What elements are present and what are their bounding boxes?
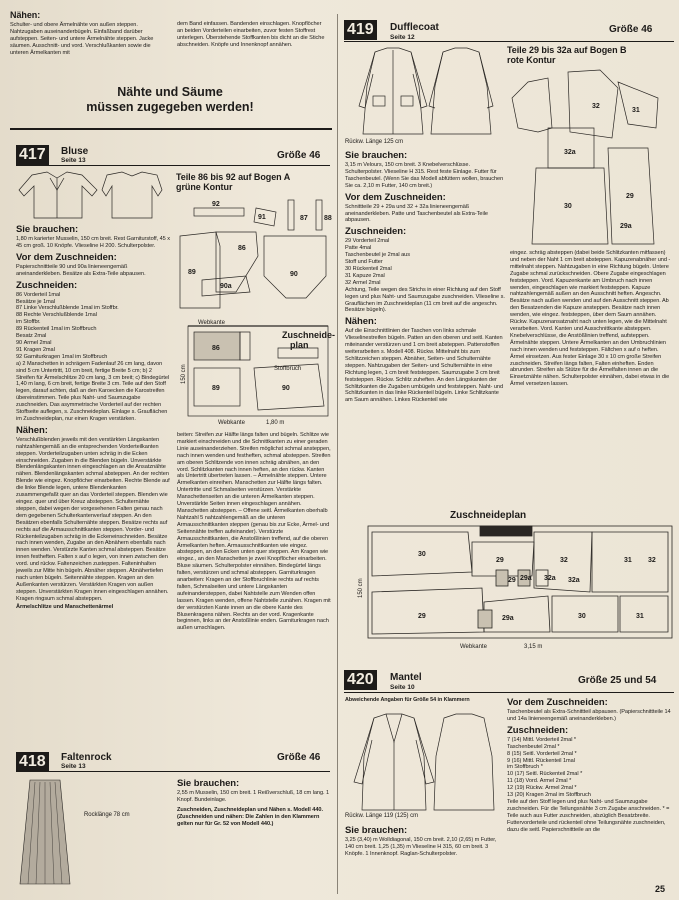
list-item: 91 Kragen 2mal xyxy=(16,346,55,353)
model-418-size: Größe 46 xyxy=(277,752,321,763)
model-417-sew-heading: Nähen: xyxy=(16,424,48,436)
model-418-cut: Zuschneiden, Zuschneideplan und Nähen s. Modell 440. (Zuschneiden und nähen: Die Zahlen in den Klammern gelten nur für Gr. 52 von Modell 440.) xyxy=(177,806,323,827)
model-417-cut-list xyxy=(16,292,170,361)
list-item: Besätze je 1mal xyxy=(16,298,56,305)
model-419-sew-heading: Nähen: xyxy=(345,316,377,328)
plan-piece-29a-a: 29a xyxy=(520,575,532,582)
list-item: Taschenbeutel je 2mal aus xyxy=(345,252,410,259)
banner-line1: Nähte und Säume xyxy=(117,85,223,99)
model-419-back-length: Rückw. Länge 125 cm xyxy=(345,139,404,145)
pattern-piece-31: 31 xyxy=(632,107,640,114)
plan-fold: Stoffbruch xyxy=(274,366,302,372)
list-item: 8 (15) Seitl. Vorderteil 2mal * xyxy=(507,750,577,757)
plan-length-419: 3,15 m xyxy=(524,644,543,650)
model-420-back-length: Rückw. Länge 119 (125) cm xyxy=(345,813,419,819)
list-item: 87 Linke Verschlußblende 1mal im Stoffbr. xyxy=(16,305,119,312)
plan-piece-30-b: 30 xyxy=(578,613,586,620)
model-417-needs: 1,80 m karierter Musselin, 150 cm breit. Rest Garniturstoff, 45 x 45 cm groß. 10 Knöpfe. Vlieseline H 200. Schulterpolster. xyxy=(16,236,170,249)
model-419-needs: 3,15 m Velours, 150 cm breit. 3 Knebelverschlüsse. Schulterpolster. Vlieseline H 315. Rest feste Einlage. Futter für Taschenbeutel. (Wenn Sie das Modell abfüttern wollen, brauchen Sie ca. 2,10 m Futter, 140 cm breit.) xyxy=(345,162,504,189)
model-417-before-heading: Vor dem Zuschneiden: xyxy=(16,251,117,263)
banner-line2: müssen zugegeben werden! xyxy=(86,100,254,114)
plan-title-1: Zuschneide- xyxy=(282,330,336,340)
piece-87: 87 xyxy=(300,215,308,222)
model-420-cut-list xyxy=(507,737,675,799)
plan-piece-89: 89 xyxy=(212,385,220,392)
model-419-sew-text: Auf die Einschnittlinien der Taschen von links schmale Vlieselinestreifen bügeln. Patten an den oberen und seitl. Kanten miteinander verstürzen und 1 cm breit absteppen. Pattenstoffen weiterarbeiten s. Modell 408. Rückw. Mittelnaht bis zum Schlitzzeichen steppen. Abnäher, Seiten- und Schulternähte steppen. Nahtzugaben der Seiten- und Schulternähte in eine Richtung legen, 1 cm breit feststeppen. Saumzugabe 3 cm breit feststeppen. Rückw. Schlitz zuheften. An den Längskanten der Schlitzkanten die Zugaben umbügeln und feststeppen. Naht- und Schlitzkanten in das linke Rückenteil bügeln. Linke Schlitzkante am Saum annähen. Linkes Rückenteil wie xyxy=(345,328,504,404)
list-item: Besatz 2mal xyxy=(16,333,47,340)
model-419-before: Schnittteile 29 + 29a und 32 + 32a linieneengemäß aneinanderkleben. Patte und Taschenbeutel als Extra-Teile abpausen. xyxy=(345,203,488,224)
model-419-col2-text: eingez. schräg absteppen (dabei beide Schlitzkanten mitfassen) und neben der Naht 1 cm breit absteppen. Kapuzenabnäher und -mittelnaht steppen. Nahtzugaben in eine Richtung bügeln. Untere Zugabe schmal zurückschneiden. Obere Zugabe eingeschlagen feststeppen. Vord. Kapuzenkante am Umbruch nach innen wenden, eingeschlagen wie markiert feststeppen. Kapuze nahtzahlengemäß außen an den Ausschnitt heften. Angeschn. Besätze nach außen wenden und auf den Ausschnitt steppen. Ab den Besatzenden die Kapuze ansteppen. Besätze nach innen wenden, wie eingez. feststeppen, über dem Saum annähen. Rückw. Kapuzenansatznaht nach unten legen, wie die Mittelnaht verarbeiten. Vord. Kanten und Ausschnittkante absteppen. Knebelverschlüsse, die Anstößlinien treffend, aufsteppen. Ärmelnähte steppen. Untere Ärmelkanten an den Umbruchlinien nach innen wenden und feststeppen. Fältchen x auf o heften. Ärmel einsetzen. Aus fester Einlage 30 x 10 cm große Streifen zuschneiden. Streifen längs falten, Falten einheften. Enden abrunden. Streifen als Stütze für die Ärmelfalten innen an die Einsetznähte nähen. Schulterpolster einnähen, dabei etwas in die Ärmel versetzen lassen. xyxy=(510,250,671,388)
list-item: 88 Rechte Verschlußblende 1mal xyxy=(16,312,97,319)
model-419-before-heading: Vor dem Zuschneiden: xyxy=(345,191,446,203)
model-420-page: Seite 10 xyxy=(390,684,415,691)
model-417-number: 417 xyxy=(16,145,49,165)
blouse-pattern-pieces xyxy=(176,196,331,318)
model-419-plan-title: Zuschneideplan xyxy=(450,510,527,521)
model-418-page: Seite 13 xyxy=(61,763,86,770)
model-417-parts xyxy=(176,172,336,192)
model-420-cut-heading: Zuschneiden: xyxy=(507,724,569,736)
pattern-piece-32: 32 xyxy=(592,103,600,110)
page-number: 25 xyxy=(655,884,665,894)
list-item: 13 (20) Kragen 2mal im Stoffbruch xyxy=(507,792,591,799)
model-417-cut-text: a) 2 Manschetten in schrägem Fadenlauf 26 cm lang, davon sind 5 cm Untertritt, 10 cm breit, fertige Breite 5 cm; b) 2 Streifen für Ärmelschlitze 20 cm lang, 3 cm breit; c) Bindegürtel 1,40 m lang, 6 cm breit, fertige Breite 3 cm. Teile auf den Stoff legen, darauf achten, daß an den Karoecken die Karostreifen übereinstimmen. Teile plus Naht- und Saumzugabe zuschneiden. Das asymmetrische Vorderteil auf der rechten Stoffseite auflegen, s. Zuschneideplan. Einlage s. Grauflächen im Zuschneideplan, nur einen Kragen verstärken. xyxy=(16,360,170,422)
list-item: 90 Ärmel 2mal xyxy=(16,339,52,346)
model-417-size: Größe 46 xyxy=(277,150,321,161)
model-419-cut-heading: Zuschneiden: xyxy=(345,226,407,238)
model-417-cut-heading: Zuschneiden: xyxy=(16,279,78,291)
model-419-parts-line1: Teile 29 bis 32a auf Bogen B xyxy=(507,45,627,55)
pattern-piece-32a: 32a xyxy=(564,149,576,156)
plan-selvage-top: Webkante xyxy=(198,320,225,326)
blouse-sketch xyxy=(12,170,162,222)
model-419-cut-list xyxy=(345,238,505,286)
model-420-needs: 3,25 (3,40) m Wolldiagonal, 150 cm breit. 2,10 (2,65) m Futter, 140 cm breit. 1,25 (1,35) m Vlieseline H 315, 60 cm breit. 3 Knöpfe. 1 Innenknopf. Raglan-Schulterpolster. xyxy=(345,837,497,857)
model-418-number: 418 xyxy=(16,752,49,772)
plan-title-2: plan xyxy=(290,340,309,350)
banner-rule xyxy=(10,128,332,130)
model-417-needs-heading: Sie brauchen: xyxy=(16,224,79,235)
model-417-parts-line2: grüne Kontur xyxy=(176,182,233,192)
plan-piece-29-b: 29 xyxy=(418,613,426,620)
prev-naehen-text: Schulter- und obere Ärmelnähte von außen steppen. Nahtzugaben auseinanderbügeln. Einfaßband darüber aufsteppen. Seiten- und untere Ärmelnähte steppen. Jacke säumen. Ausschnitt- und vord. Verschlußkanten sowie die unteren Ärmelkanten mit xyxy=(10,22,154,56)
model-420-before-heading: Vor dem Zuschneiden: xyxy=(507,697,608,708)
model-418-text xyxy=(177,778,332,829)
list-item: Taschenbeutel 2mal * xyxy=(507,743,560,750)
plan-width: 150 cm xyxy=(181,364,187,384)
plan-piece-29a-b: 29a xyxy=(502,615,514,622)
piece-90a: 90a xyxy=(220,283,232,290)
plan-piece-30: 30 xyxy=(418,551,426,558)
plan-piece-31: 31 xyxy=(624,557,632,564)
list-item: 30 Rückenteil 2mal xyxy=(345,265,392,272)
plan-piece-29-a: 29 xyxy=(496,557,504,564)
model-417-col2 xyxy=(177,432,331,633)
model-417-before: Papierschnittteile 90 und 90a linieneengemäß aneinanderkleben. Besätze als Extra-Teile abpausen. xyxy=(16,263,146,277)
plan-length: 1,80 m xyxy=(266,420,285,426)
plan-piece-32: 32 xyxy=(560,557,568,564)
model-419-parts xyxy=(507,45,677,65)
model-420-rule xyxy=(344,692,674,693)
model-418-title: Faltenrock xyxy=(61,752,112,763)
model-420-title: Mantel xyxy=(390,672,422,683)
list-item: Stoff und Futter xyxy=(345,259,383,266)
plan-selvage-bottom: Webkante xyxy=(218,420,245,426)
model-420-size: Größe 25 und 54 xyxy=(578,675,657,686)
model-420-col1 xyxy=(345,823,500,859)
pattern-piece-29: 29 xyxy=(626,193,634,200)
model-420-cut-text: Teile auf den Stoff legen und plus Naht- und Saumzugabe zuschneiden. Für die Teilungsnähte 3 cm Zugabe anschneiden. * = Teile auch aus Futter zuschneiden, abzüglich Besatzbreite. Futtervorderteile und rückenteil ohne Teilungsnähte zuschneiden, dazu die seitl. Papierschnittteile an die xyxy=(507,798,670,833)
list-item: 9 (16) Mittl. Rückenteil 1mal xyxy=(507,757,575,764)
dufflecoat-cutting-plan xyxy=(348,522,674,654)
model-420-number: 420 xyxy=(344,670,377,690)
model-419-parts-line2: rote Kontur xyxy=(507,55,556,65)
list-item: Patte 4mal xyxy=(345,245,372,252)
plan-piece-86: 86 xyxy=(212,345,220,352)
model-417-col2-text: beiten: Streifen zur Hälfte längs falten und bügeln. Schlitze wie markiert einschneiden und die Schnittkanten zu einer geraden Linie auseinanderziehen. Streifen möglichst schmal ansteppen, nach innen wenden und festheften, schmal absteppen. Streifen am oberen Schlitzende von innen schräg abnähen, an den vord. Schlitzkanten nach innen heften, an den rückw. Kanten als Untertritt übertreten lassen. – Ärmelnähte steppen. Untere Ärmelkanten einreihen. Manschetten zur Hälfte längs falten. Untertritte und Schmalseiten verstürzen. Verstärkte Manschettenseiten an die unteren Ärmelkanten steppen. Unverstärkte Seiten innen eingeschlagen annähen. Manschetten absteppen. – Offene seitl. Ärmelkanten oberhalb Nahtzahl 5 nahtzahlengemäß an die unteren Armausschnittkanten steppen (genau bis zur Ecke, Ärmel- und Seitennähte treffen aufeinander). Verstürzte Armausschnittkanten, die Anstoßlinien treffend, auf die oberen Ärmelkanten heften. Armausschnittkanten wie eingez. absteppen, an den Ecken unten quer steppen. Am Kragen wie eingez., an den Manschetten je zwei Knopflöcher einarbeiten. Bluse säumen. Schulterpolster einnähen. Bindegürtel längs falten, verstürzen und schmal absteppen. Garniturkragen anarbeiten: Kragen an der Stoffbruchlinie rechts auf rechts falten, Schmalseiten und untere Längskanten aufeinandersteppen, dabei Nahtstelle zum Wenden offen lassen. Kragen wenden, offene Nahtstelle zunähen. Kragen mit der verstürzten Kante innen an die obere Kante des Blusenkragens nähen. Rechts an der vord. Kragenkante beginnen, links an der Anstoßlinie enden. Garniturkragen nach außen umschlagen. xyxy=(177,432,331,632)
piece-86: 86 xyxy=(238,245,246,252)
model-419-needs-heading: Sie brauchen: xyxy=(345,150,408,161)
seam-notice-banner xyxy=(10,85,330,115)
model-419-size: Größe 46 xyxy=(609,24,653,35)
piece-89: 89 xyxy=(188,269,196,276)
model-417-rule xyxy=(16,165,330,166)
coat-sketch xyxy=(346,712,496,814)
model-420-col2 xyxy=(507,697,675,835)
prev-model-sewing xyxy=(10,10,165,58)
model-419-rule xyxy=(344,41,674,42)
plan-piece-29-c: 29 xyxy=(508,577,516,584)
model-419-number: 419 xyxy=(344,20,377,40)
model-420-needs-heading: Sie brauchen: xyxy=(345,825,408,836)
plan-piece-32a: 32a xyxy=(568,577,580,584)
plan-piece-90: 90 xyxy=(282,385,290,392)
skirt-sketch xyxy=(18,778,78,888)
piece-91: 91 xyxy=(258,214,266,221)
list-item: 92 Garniturkragen 1mal im Stoffbruch xyxy=(16,353,108,360)
pattern-piece-29a: 29a xyxy=(620,223,632,230)
model-417-sew-end: Ärmelschlitze und Manschettenärmel xyxy=(16,603,114,610)
list-item: 7 (14) Mittl. Vorderteil 2mal * xyxy=(507,736,577,743)
model-419-page: Seite 12 xyxy=(390,34,415,41)
list-item: 29 Vorderteil 2mal xyxy=(345,238,390,245)
piece-92: 92 xyxy=(212,201,220,208)
plan-selvage: Webkante xyxy=(460,644,487,650)
model-417-page: Seite 13 xyxy=(61,157,86,164)
piece-88: 88 xyxy=(324,215,332,222)
list-item: 31 Kapuze 2mal xyxy=(345,272,385,279)
list-item: 32 Ärmel 2mal xyxy=(345,279,381,286)
list-item: 89 Rückenteil 1mal im Stoffbruch xyxy=(16,326,97,333)
model-419-col1 xyxy=(345,148,505,405)
model-417-sew-text: Verschlußblenden jeweils mit den verstärkten Längskanten nahtzahlengemäß an die entsprechenden Vorderteilkanten steppen. Vorderteilzugaben unten schräg in die Ecken einschneiden. Zugaben in die Blenden bügeln. Unverstärkte Blendenlängskanten innen eingeschlagen an die Ansatznähte nähen. Blendenlängskanten schmal absteppen. An der rechten Blende wie eingez. Knopflöcher einarbeiten. Rechte Blende auf die linke Blende legen, untere Blendenkanten zusammengefaßt quer an das Vorderteil steppen. Blenden wie eingez. quer und über Kreuz absteppen. Schulternähte steppen, dabei wegen der vorgesehenen Falten genau nach dem gegebenen Schulterkantenverlauf steppen. An den Besätzen ebenfalls Schulternähte steppen. Besätze rechts auf rechts auf die Armausschnittkanten steppen. Vorder- und Rückenteilzugaben schräg in die Eckeneinschneiden. Besätze nach innen wenden, Zugabe an den Abnähern ebenfalls nach innen wenden. Verstürzte Kanten schmal absteppen. Besätze innen festheften. Falten x auf o legen, von innen zwischen den vord. und rückw. Faltenzeichen zusteppen. Falteninhalten jeweils zur Mitte hin bügeln. Abnäher steppen. Abnähertiefen nach unten bügeln. Seitennähte steppen. Kragen an den Außenkanten verstürzen. Verstärkten Kragen von außen steppen. Unverstärkten Kragen innen eingeschlagen annähen. Kragen ringsum schmal absteppen. xyxy=(16,436,170,602)
list-item: 10 (17) Seitl. Rückenteil 2mal * xyxy=(507,771,583,778)
model-419-title: Dufflecoat xyxy=(390,22,439,33)
pattern-piece-30: 30 xyxy=(564,203,572,210)
blouse-cutting-plan xyxy=(178,318,336,428)
plan-piece-32a-b: 32a xyxy=(544,575,556,582)
model-418-rule xyxy=(16,771,330,772)
model-417-title: Bluse xyxy=(61,146,89,157)
list-item: im Stoffbr. xyxy=(16,319,41,326)
model-418-needs-heading: Sie brauchen: xyxy=(177,778,240,789)
model-417-col1 xyxy=(16,222,170,612)
dufflecoat-sketch xyxy=(345,46,495,138)
model-420-before: Taschenbeutel als Extra-Schnittteil abpausen. (Papierschnittteile 14 und 14a linieneengemäß aneinanderkleben.) xyxy=(507,709,671,722)
piece-90: 90 xyxy=(290,271,298,278)
model-419-cut-text: Achtung, Teile wegen des Strichs in einer Richtung auf den Stoff legen und plus Naht- und Saumzugabe zuschneiden. Vlieseline s. Grauflächen im Zuschneideplan (11 cm breit auf die angeschn. Besätze bügeln). xyxy=(345,286,505,314)
list-item: im Stoffbruch * xyxy=(507,764,543,771)
plan-piece-31-b: 31 xyxy=(636,613,644,620)
column-divider xyxy=(337,14,338,894)
model-419-col2 xyxy=(510,250,674,389)
prev-model-sewing-cont xyxy=(177,21,329,50)
model-418-needs: 2,55 m Musselin, 150 cm breit. 1 Reißverschluß, 18 cm lang. 1 Knopf. Bundeinlage. xyxy=(177,790,330,803)
prev-naehen-heading: Nähen: xyxy=(10,10,41,20)
model-420-variant-note: Abweichende Angaben für Größe 54 in Klammern xyxy=(345,697,470,703)
dufflecoat-pattern-pieces xyxy=(508,68,673,248)
prev-naehen-text-cont: dem Band einfassen. Bandenden einschlagen. Knopflöcher an beiden Vorderteilen einarbeiten, zuvor festen Stoffrest unterlegen. Überstehende Stoffkanten bis dicht an die Stiche abschneiden. Knöpfe und Innenknopf annähen. xyxy=(177,21,325,48)
list-item: 11 (18) Vord. Ärmel 2mal * xyxy=(507,778,572,785)
model-418-length: Rocklänge 78 cm xyxy=(84,812,130,818)
list-item: 86 Vorderteil 1mal xyxy=(16,291,61,298)
model-417-parts-line1: Teile 86 bis 92 auf Bogen A xyxy=(176,172,291,182)
plan-piece-32-b: 32 xyxy=(648,557,656,564)
list-item: 12 (19) Rückw. Ärmel 2mal * xyxy=(507,785,577,792)
plan-width-419: 150 cm xyxy=(358,578,364,598)
